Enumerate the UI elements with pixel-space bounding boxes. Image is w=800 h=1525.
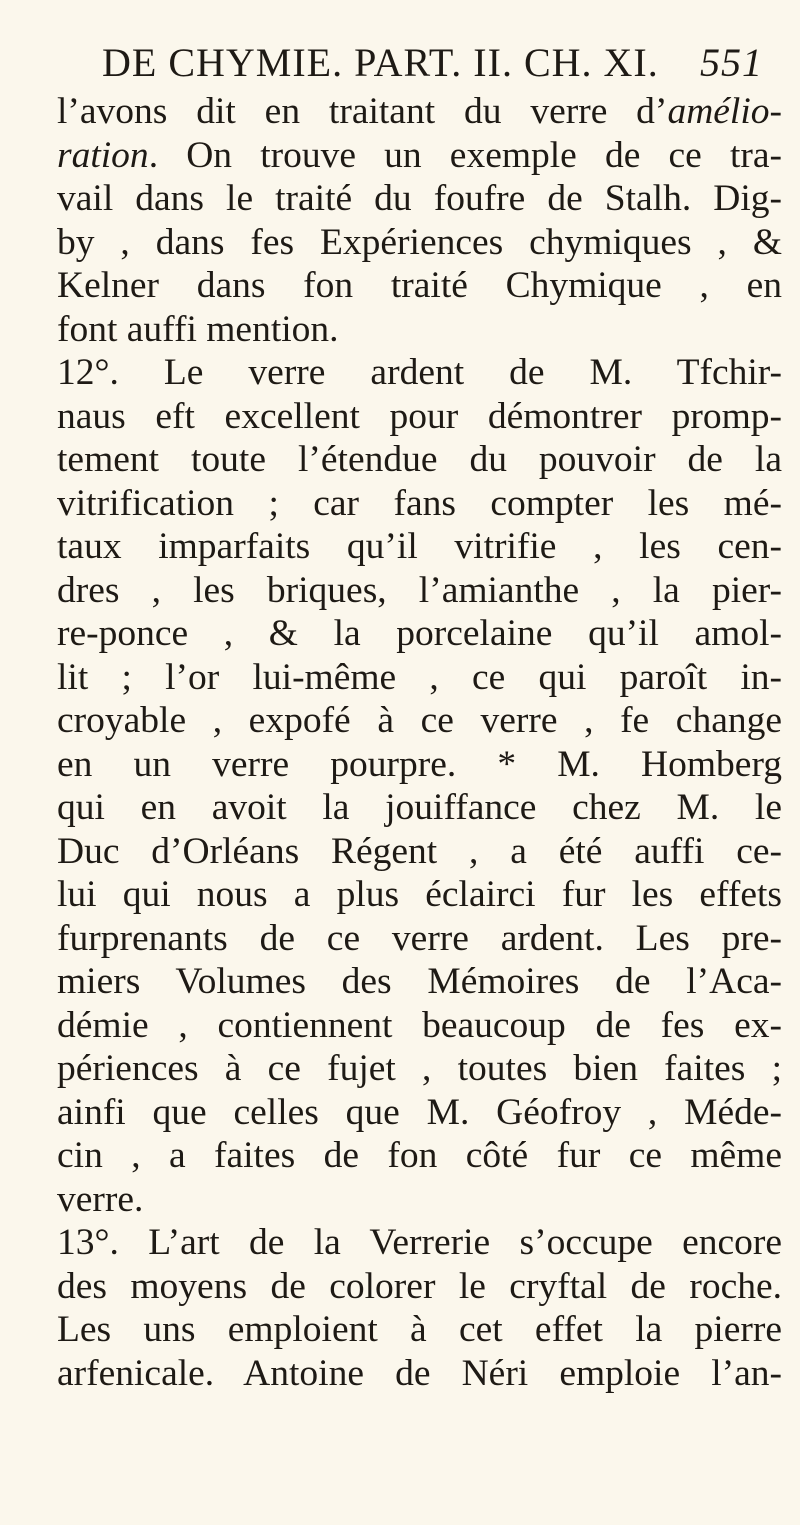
line-remainder: . On trouve un exemple de ce tra-	[148, 134, 782, 176]
text-line: verre.	[57, 1178, 144, 1220]
text-line: qui en avoit la jouiffance chez M. le	[57, 787, 782, 828]
text-line: Les uns emploient à cet effet la pierre	[57, 1309, 782, 1350]
italic-word: amélio-	[667, 91, 782, 132]
text-line: lit ; l’or lui-même , ce qui paroît in-	[57, 656, 782, 698]
italic-word: ration	[57, 134, 149, 176]
text-line: 13°. L’art de la Verrerie s’occupe encore	[57, 1222, 782, 1263]
text-line: démie , contiennent beaucoup de fes ex-	[57, 1004, 782, 1046]
text-line: lui qui nous a plus éclairci fur les effets	[57, 874, 782, 915]
text-line: tement toute l’étendue du pouvoir de la	[57, 439, 782, 480]
text-line: l’avons dit en traitant du verre d’amélio-	[57, 91, 782, 132]
text-line: dres , les briques, l’amianthe , la pier-	[57, 569, 782, 611]
text-line: cin , a faites de fon côté fur ce même	[57, 1135, 782, 1176]
text-line: by , dans fes Expériences chymiques , &	[57, 221, 782, 263]
text-line: taux imparfaits qu’il vitrifie , les cen-	[57, 526, 782, 567]
text-line: arfenicale. Antoine de Néri emploie l’an-	[57, 1352, 782, 1394]
text-line: 12°. Le verre ardent de M. Tfchir-	[57, 352, 782, 393]
text-line	[57, 134, 782, 178]
text-line: vitrification ; car fans compter les mé-	[57, 482, 782, 524]
page-number: 551	[700, 40, 763, 85]
text-line: re-ponce , & la porcelaine qu’il amol-	[57, 613, 782, 654]
text-line: font auffi mention.	[57, 308, 339, 350]
text-line: miers Volumes des Mémoires de l’Aca-	[57, 961, 782, 1002]
text-line: vail dans le traité du foufre de Stalh. Dig-	[57, 178, 782, 219]
text-line: croyable , expofé à ce verre , fe change	[57, 700, 782, 741]
page-header	[0, 36, 800, 90]
page-body	[57, 90, 782, 1395]
text-line: ainfi que celles que M. Géofroy , Méde-	[57, 1091, 782, 1133]
text-line: Duc d’Orléans Régent , a été auffi ce-	[57, 830, 782, 872]
text-line: Kelner dans fon traité Chymique , en	[57, 265, 782, 306]
text-line: en un verre pourpre. * M. Homberg	[57, 743, 782, 785]
text-line: naus eft excellent pour démontrer promp-	[57, 395, 782, 437]
text-line: des moyens de colorer le cryftal de roche.	[57, 1265, 782, 1307]
text-line: furprenants de ce verre ardent. Les pre-	[57, 917, 782, 959]
running-title: DE CHYMIE. PART. II. CH. XI.	[102, 40, 659, 85]
text-line: périences à ce fujet , toutes bien faites ;	[57, 1048, 782, 1089]
